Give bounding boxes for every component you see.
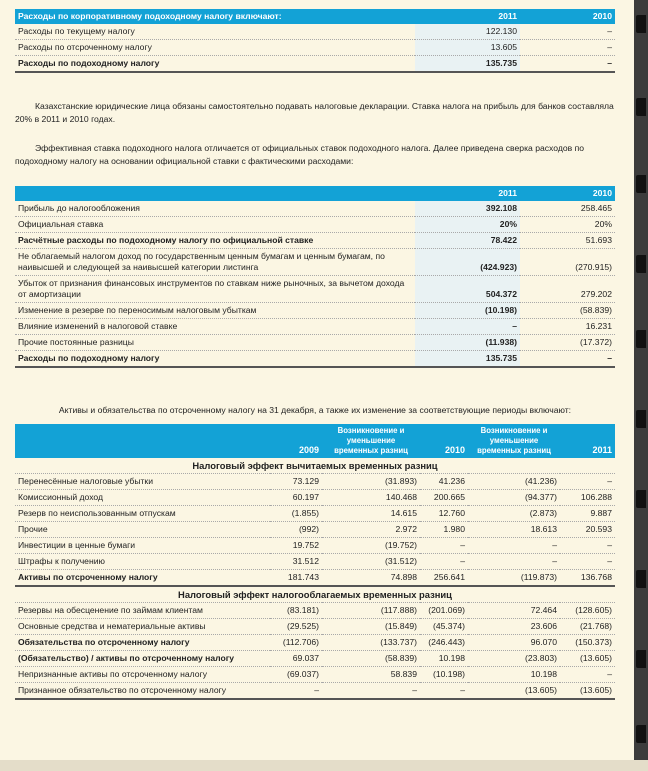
table-row bbox=[15, 474, 615, 490]
value-2011: 135.735 bbox=[415, 351, 520, 368]
value-2010: 10.198 bbox=[420, 651, 468, 667]
deferred-tax-caption: Активы и обязательства по отсроченному налогу на 31 декабря, а также их изменение за соответствующие периоды включают: bbox=[58, 405, 572, 415]
change-2011: (23.803) bbox=[468, 651, 560, 667]
change-2011: 18.613 bbox=[468, 522, 560, 538]
table-row bbox=[15, 303, 615, 319]
change-2010: (31.893) bbox=[322, 474, 420, 490]
index-tab bbox=[636, 725, 646, 743]
change-2010: 58.839 bbox=[322, 667, 420, 683]
page-edge-binding bbox=[634, 0, 648, 771]
value-2011: 78.422 bbox=[415, 233, 520, 249]
change-2011: 96.070 bbox=[468, 635, 560, 651]
change-2010: – bbox=[322, 683, 420, 700]
change-2011: 72.464 bbox=[468, 603, 560, 619]
change-2011: 10.198 bbox=[468, 667, 560, 683]
paragraph-effective-rate: Эффективная ставка подоходного налога отличается от официальных ставок подоходного налога. Далее приведена сверка расходов по подоходному налогу на основании официальной ставки с фактическими расходами: bbox=[15, 143, 585, 166]
value-2011: (150.373) bbox=[560, 635, 615, 651]
value-2011: (13.605) bbox=[560, 683, 615, 700]
table-row bbox=[15, 522, 615, 538]
year-2010-header: 2010 bbox=[520, 9, 615, 24]
value-2009: 31.512 bbox=[270, 554, 322, 570]
row-label: Штрафы к получению bbox=[15, 554, 270, 570]
index-tab bbox=[636, 15, 646, 33]
index-tab bbox=[636, 98, 646, 116]
index-tab bbox=[636, 175, 646, 193]
value-2010: – bbox=[420, 554, 468, 570]
value-2010: 256.641 bbox=[420, 570, 468, 587]
value-2011: (21.768) bbox=[560, 619, 615, 635]
table-header-row bbox=[15, 424, 615, 458]
value-2010: – bbox=[520, 40, 615, 56]
tax-reconciliation-table bbox=[15, 186, 615, 368]
value-2010: – bbox=[520, 351, 615, 368]
section-title: Налоговый эффект налогооблагаемых временных разниц bbox=[15, 586, 615, 603]
value-2010: – bbox=[420, 683, 468, 700]
paragraph-tax-declarations: Казахстанские юридические лица обязаны самостоятельно подавать налоговые декларации. Ставка налога на прибыль для банков составляла 20% в 2011 и 2010 годах. bbox=[15, 101, 614, 124]
value-2011: 20.593 bbox=[560, 522, 615, 538]
change-2011: (2.873) bbox=[468, 506, 560, 522]
row-label: Влияние изменений в налоговой ставке bbox=[15, 319, 415, 335]
value-2011: – bbox=[415, 319, 520, 335]
change-2010: (117.888) bbox=[322, 603, 420, 619]
change-2011: (119.873) bbox=[468, 570, 560, 587]
value-2010: 12.760 bbox=[420, 506, 468, 522]
row-label: Изменение в резерве по переносимым налоговым убыткам bbox=[15, 303, 415, 319]
value-2011: 13.605 bbox=[415, 40, 520, 56]
value-2009: (112.706) bbox=[270, 635, 322, 651]
value-2009: (69.037) bbox=[270, 667, 322, 683]
value-2010: 16.231 bbox=[520, 319, 615, 335]
year-2010-header: 2010 bbox=[520, 186, 615, 201]
change-2011: – bbox=[468, 554, 560, 570]
change-2010: (19.752) bbox=[322, 538, 420, 554]
index-tab bbox=[636, 570, 646, 588]
row-label: Основные средства и нематериальные активы bbox=[15, 619, 270, 635]
value-2010: 200.665 bbox=[420, 490, 468, 506]
deferred-tax-table bbox=[15, 424, 615, 700]
year-2011-header: 2011 bbox=[415, 186, 520, 201]
total-row bbox=[15, 56, 615, 73]
table-header-label: Расходы по корпоративному подоходному налогу включают: bbox=[15, 9, 415, 24]
value-2010: (270.915) bbox=[520, 249, 615, 276]
value-2009: (83.181) bbox=[270, 603, 322, 619]
value-2011: 9.887 bbox=[560, 506, 615, 522]
value-2010: (10.198) bbox=[420, 667, 468, 683]
value-2009: – bbox=[270, 683, 322, 700]
value-2010: 1.980 bbox=[420, 522, 468, 538]
value-2011: – bbox=[560, 667, 615, 683]
change-2010: 14.615 bbox=[322, 506, 420, 522]
value-2010: – bbox=[520, 24, 615, 40]
year-2011-header: 2011 bbox=[592, 445, 612, 455]
value-2011: 122.130 bbox=[415, 24, 520, 40]
value-2009: 19.752 bbox=[270, 538, 322, 554]
table-header-label bbox=[15, 186, 415, 201]
value-2010: 258.465 bbox=[520, 201, 615, 217]
change-2011: (41.236) bbox=[468, 474, 560, 490]
row-label: Прибыль до налогообложения bbox=[15, 201, 415, 217]
row-label: Признанное обязательство по отсроченному налогу bbox=[15, 683, 270, 700]
value-2011: (10.198) bbox=[415, 303, 520, 319]
change-2011: – bbox=[468, 538, 560, 554]
row-label: (Обязательство) / активы по отсроченному налогу bbox=[15, 651, 270, 667]
index-tab bbox=[636, 490, 646, 508]
table-row bbox=[15, 619, 615, 635]
value-2011: 392.108 bbox=[415, 201, 520, 217]
value-2010: (58.839) bbox=[520, 303, 615, 319]
subtotal-row bbox=[15, 651, 615, 667]
row-label: Резервы на обесценение по займам клиентам bbox=[15, 603, 270, 619]
row-label: Непризнанные активы по отсроченному налогу bbox=[15, 667, 270, 683]
value-2010: – bbox=[520, 56, 615, 73]
change-2011-header: Возникновение и уменьшение временных разниц bbox=[468, 424, 560, 458]
value-2010: 279.202 bbox=[520, 276, 615, 303]
value-2009: (29.525) bbox=[270, 619, 322, 635]
section-header-taxable bbox=[15, 586, 615, 603]
row-label: Прочие постоянные разницы bbox=[15, 335, 415, 351]
index-tab bbox=[636, 330, 646, 348]
value-2010: – bbox=[420, 538, 468, 554]
value-2009: (992) bbox=[270, 522, 322, 538]
table-row bbox=[15, 554, 615, 570]
row-label: Расходы по подоходному налогу bbox=[15, 56, 415, 73]
value-2009: 181.743 bbox=[270, 570, 322, 587]
change-2010: (58.839) bbox=[322, 651, 420, 667]
row-label: Обязательства по отсроченному налогу bbox=[15, 635, 270, 651]
value-2011: (13.605) bbox=[560, 651, 615, 667]
value-2010: 20% bbox=[520, 217, 615, 233]
row-label: Расходы по подоходному налогу bbox=[15, 351, 415, 368]
section-header-deductible bbox=[15, 458, 615, 474]
value-2011: – bbox=[560, 538, 615, 554]
row-label: Активы по отсроченному налогу bbox=[15, 570, 270, 587]
row-label: Убыток от признания финансовых инструментов по ставкам ниже рыночных, за вычетом дохода от амортизации bbox=[15, 276, 415, 303]
change-2010: (133.737) bbox=[322, 635, 420, 651]
value-2010: 51.693 bbox=[520, 233, 615, 249]
table-header-row bbox=[15, 186, 615, 201]
value-2009: 60.197 bbox=[270, 490, 322, 506]
value-2010: (45.374) bbox=[420, 619, 468, 635]
page-bottom-band bbox=[0, 760, 648, 771]
subtotal-row bbox=[15, 570, 615, 587]
table-row bbox=[15, 506, 615, 522]
subtotal-row bbox=[15, 635, 615, 651]
change-2011: 23.606 bbox=[468, 619, 560, 635]
change-2011: (13.605) bbox=[468, 683, 560, 700]
value-2011: 136.768 bbox=[560, 570, 615, 587]
table-row bbox=[15, 335, 615, 351]
value-2011: – bbox=[560, 554, 615, 570]
table-header-row bbox=[15, 9, 615, 24]
value-2009: 73.129 bbox=[270, 474, 322, 490]
change-2010: 74.898 bbox=[322, 570, 420, 587]
value-2011: 20% bbox=[415, 217, 520, 233]
table-row bbox=[15, 319, 615, 335]
change-2010: 2.972 bbox=[322, 522, 420, 538]
value-2011: (11.938) bbox=[415, 335, 520, 351]
table-row bbox=[15, 667, 615, 683]
table-row bbox=[15, 603, 615, 619]
table-row bbox=[15, 201, 615, 217]
table-row bbox=[15, 233, 615, 249]
row-label: Резерв по неиспользованным отпускам bbox=[15, 506, 270, 522]
value-2011: 504.372 bbox=[415, 276, 520, 303]
value-2009: (1.855) bbox=[270, 506, 322, 522]
value-2010: (17.372) bbox=[520, 335, 615, 351]
row-label: Прочие bbox=[15, 522, 270, 538]
value-2011: (128.605) bbox=[560, 603, 615, 619]
table-row bbox=[15, 538, 615, 554]
row-label: Официальная ставка bbox=[15, 217, 415, 233]
table-header-label bbox=[15, 424, 270, 458]
table-row bbox=[15, 40, 615, 56]
row-label: Расчётные расходы по подоходному налогу по официальной ставке bbox=[15, 233, 415, 249]
change-2010-header: Возникновение и уменьшение временных разниц bbox=[322, 424, 420, 458]
value-2010: (201.069) bbox=[420, 603, 468, 619]
change-2010: (31.512) bbox=[322, 554, 420, 570]
value-2011: (424.923) bbox=[415, 249, 520, 276]
value-2011: – bbox=[560, 474, 615, 490]
row-label: Перенесённые налоговые убытки bbox=[15, 474, 270, 490]
table-row bbox=[15, 276, 615, 303]
table-row bbox=[15, 683, 615, 700]
table-row bbox=[15, 217, 615, 233]
total-row bbox=[15, 351, 615, 368]
index-tab bbox=[636, 255, 646, 273]
value-2009: 69.037 bbox=[270, 651, 322, 667]
value-2010: (246.443) bbox=[420, 635, 468, 651]
index-tab bbox=[636, 410, 646, 428]
row-label: Не облагаемый налогом доход по государственным ценным бумагам и ценным бумагам, по наивысшей и следующей за наивысшей категории листинга bbox=[15, 249, 415, 276]
row-label: Расходы по текущему налогу bbox=[15, 24, 415, 40]
change-2010: (15.849) bbox=[322, 619, 420, 635]
change-2011: (94.377) bbox=[468, 490, 560, 506]
table-row bbox=[15, 249, 615, 276]
income-tax-expense-table bbox=[15, 9, 615, 73]
table-row bbox=[15, 24, 615, 40]
table-row bbox=[15, 490, 615, 506]
value-2011: 135.735 bbox=[415, 56, 520, 73]
row-label: Комиссионный доход bbox=[15, 490, 270, 506]
value-2010: 41.236 bbox=[420, 474, 468, 490]
row-label: Расходы по отсроченному налогу bbox=[15, 40, 415, 56]
year-2010-header: 2010 bbox=[444, 445, 465, 455]
index-tab bbox=[636, 650, 646, 668]
row-label: Инвестиции в ценные бумаги bbox=[15, 538, 270, 554]
year-2009-header: 2009 bbox=[298, 445, 319, 455]
section-title: Налоговый эффект вычитаемых временных разниц bbox=[15, 458, 615, 474]
year-2011-header: 2011 bbox=[415, 9, 520, 24]
value-2011: 106.288 bbox=[560, 490, 615, 506]
change-2010: 140.468 bbox=[322, 490, 420, 506]
